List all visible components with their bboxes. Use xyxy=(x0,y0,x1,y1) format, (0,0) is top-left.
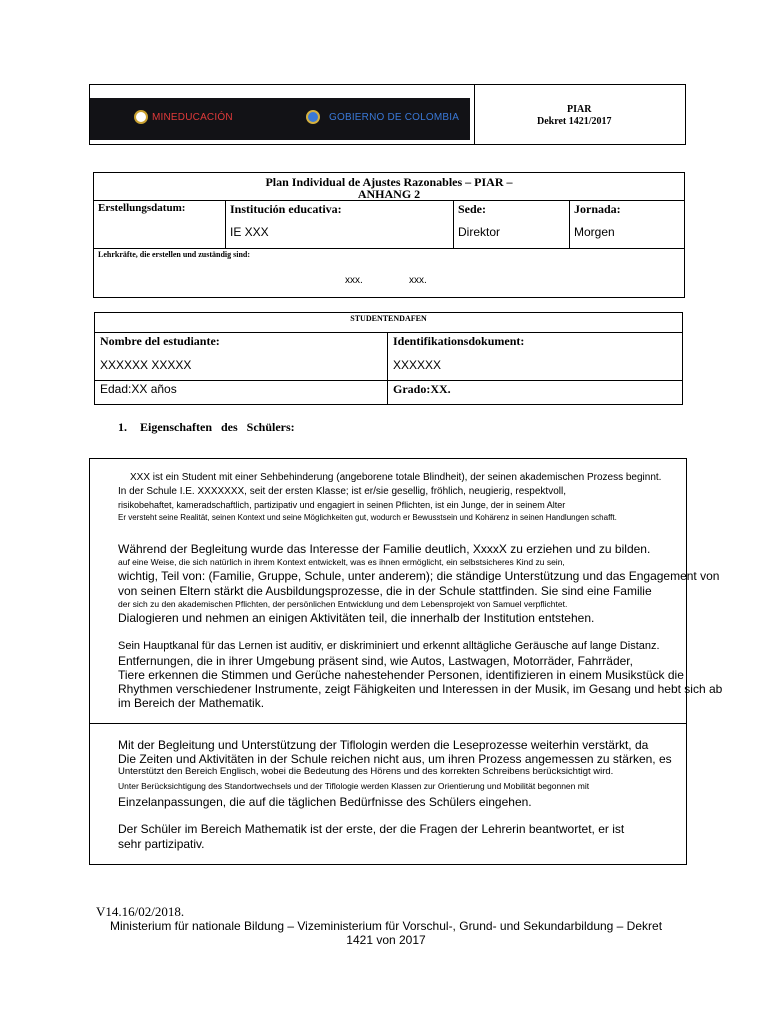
footer-line-1: Ministerium für nationale Bildung – Vizeministerium für Vorschul-, Grund- und Sekundarbildung – Dekret xyxy=(109,919,663,933)
student-col-line xyxy=(387,332,388,405)
plan-row-line-2 xyxy=(93,248,685,249)
body-line: Einzelanpassungen, die auf die täglichen Bedürfnisse des Schülers eingehen. xyxy=(118,795,532,809)
plan-title-line2: ANHANG 2 xyxy=(357,187,421,201)
body-line: Er versteht seine Realität, seinen Kontext und seine Möglichkeiten gut, wodurch er Bewusstsein und Kohärenz in seinen Handlungen schafft. xyxy=(118,513,617,522)
body-line: In der Schule I.E. XXXXXXX, seit der ersten Klasse; ist er/sie gesellig, fröhlich, neugierig, respektvoll, xyxy=(118,486,566,497)
campus-label: Sede: xyxy=(458,202,486,216)
plan-row-line-1 xyxy=(93,200,685,201)
student-row-line-2 xyxy=(94,380,683,381)
characteristics-divider xyxy=(89,723,687,724)
body-line: Tiere erkennen die Stimmen und Gerüche nahestehender Personen, identifizieren in einem Musikstück die xyxy=(118,668,684,682)
section-title: Eigenschaften des Schülers: xyxy=(140,420,295,434)
body-line: im Bereich der Mathematik. xyxy=(118,696,265,710)
body-line: von seinen Eltern stärkt die Ausbildungsprozesse, die in der Schule stattfinden. Sie sind eine Familie xyxy=(118,584,652,598)
body-line: risikobehaftet, kameradschaftlich, partizipativ und engagiert in seinen Pflichten, ist ein Junge, der in seinem Alter xyxy=(118,500,566,510)
body-line: XXX ist ein Student mit einer Sehbehinderung (angeborene totale Blindheit), der seinen akademischen Prozess beginnt. xyxy=(130,472,662,483)
student-row-line-1 xyxy=(94,332,683,333)
student-age: Edad:XX años xyxy=(100,382,177,396)
institution-value: IE XXX xyxy=(230,225,269,239)
shift-value: Morgen xyxy=(574,225,615,239)
footer-line-2: 1421 von 2017 xyxy=(346,933,426,947)
body-line: Die Zeiten und Aktivitäten in der Schule reichen nicht aus, um ihren Prozess angemessen zu stärken, es xyxy=(118,752,672,766)
body-line: Mit der Begleitung und Unterstützung der Tiflologin werden die Leseprozesse weiterhin verstärkt, da xyxy=(118,738,649,752)
student-section-title: STUDENTENDAFEN xyxy=(350,314,427,323)
plan-col-line-2 xyxy=(453,200,454,248)
teacher-2: xxx. xyxy=(409,275,427,286)
body-line: Der Schüler im Bereich Mathematik ist der erste, der die Fragen der Lehrerin beantwortet, er ist xyxy=(118,822,625,836)
body-line: Entfernungen, die in ihrer Umgebung präsent sind, wie Autos, Lastwagen, Motorräder, Fahrräder, xyxy=(118,654,633,668)
colombia-crest-icon xyxy=(306,110,320,124)
date-label: Erstellungsdatum: xyxy=(98,202,186,214)
body-line: auf eine Weise, die sich natürlich in ihrem Kontext entwickelt, was es ihnen ermöglicht, ein selbstsicheres Kind zu sein, xyxy=(118,557,565,567)
colombia-seal-icon xyxy=(134,110,148,124)
footer-version: V14.16/02/2018. xyxy=(96,904,185,919)
body-line: Dialogieren und nehmen an einigen Aktivitäten teil, die innerhalb der Institution entstehen. xyxy=(118,611,595,625)
plan-title-line1: Plan Individual de Ajustes Razonables – PIAR – xyxy=(265,175,513,189)
student-id-value: XXXXXX xyxy=(393,358,442,372)
body-line: Unterstützt den Bereich Englisch, wobei die Bedeutung des Hörens und des korrekten Schreibens berücksichtigt wird. xyxy=(118,766,614,777)
institution-label: Institución educativa: xyxy=(230,202,342,216)
campus-value: Direktor xyxy=(458,225,501,239)
plan-col-line-3 xyxy=(569,200,570,248)
body-line: Sein Hauptkanal für das Lernen ist auditiv, er diskriminiert und erkennt alltägliche Geräusche auf lange Distanz. xyxy=(118,640,660,652)
body-line: Rhythmen verschiedener Instrumente, zeigt Fähigkeiten und Interessen in der Musik, im Gesang und hebt sich ab xyxy=(118,682,723,696)
decree-label: Dekret 1421/2017 xyxy=(537,116,612,127)
body-line: sehr partizipativ. xyxy=(118,837,205,851)
body-line: wichtig, Teil von: (Familie, Gruppe, Schule, unter anderem); die ständige Unterstützung und das Engagement von xyxy=(118,569,720,583)
student-id-label: Identifikationsdokument: xyxy=(393,334,525,348)
body-line: Während der Begleitung wurde das Interesse der Familie deutlich, XxxxX zu erziehen und zu bilden. xyxy=(118,542,651,556)
gobierno-logo-text: GOBIERNO DE COLOMBIA xyxy=(329,112,460,123)
teacher-1: xxx. xyxy=(345,275,363,286)
piar-label: PIAR xyxy=(567,104,592,115)
student-name-label: Nombre del estudiante: xyxy=(100,334,220,348)
shift-label: Jornada: xyxy=(574,202,621,216)
body-line: Unter Berücksichtigung des Standortwechsels und der Tiflologie werden Klassen zur Orientierung und Mobilität begonnen mit xyxy=(118,781,590,791)
teachers-label: Lehrkräfte, die erstellen und zuständig sind: xyxy=(98,250,251,259)
body-line: der sich zu den akademischen Pflichten, der persönlichen Entwicklung und dem Lebensprojekt von Samuel verpflichtet. xyxy=(118,599,568,609)
student-grade: Grado:XX. xyxy=(393,382,451,396)
section-number: 1. xyxy=(118,420,127,434)
mineducacion-logo-text: MINEDUCACIÓN xyxy=(152,112,233,123)
student-name-value: XXXXXX XXXXX xyxy=(100,358,192,372)
header-divider xyxy=(474,84,475,145)
plan-col-line-1 xyxy=(225,200,226,248)
